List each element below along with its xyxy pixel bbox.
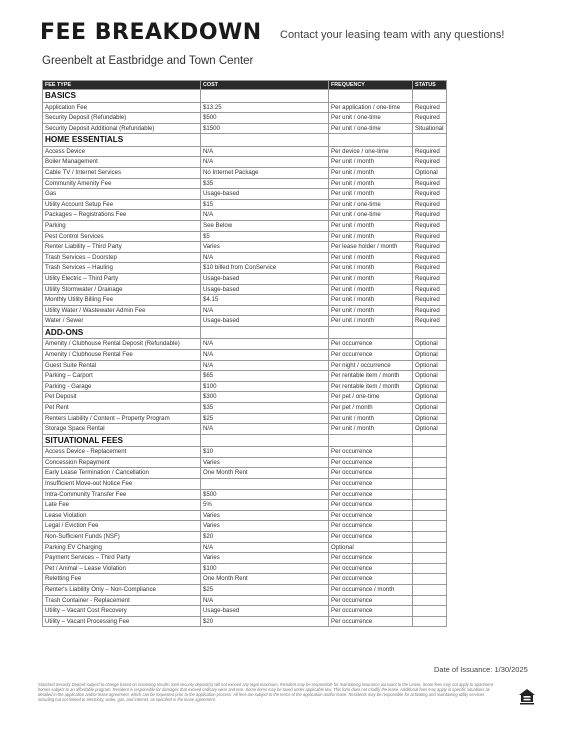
- table-row: [43, 339, 447, 350]
- cost-cell: N/A: [201, 339, 329, 350]
- status-cell: [413, 606, 447, 617]
- section-header-row: [43, 434, 447, 447]
- cost-cell: N/A: [201, 542, 329, 553]
- section-title: ADD-ONS: [43, 326, 201, 339]
- status-cell: [413, 447, 447, 458]
- cost-cell: N/A: [201, 157, 329, 168]
- frequency-cell: Per unit / month: [329, 284, 413, 295]
- cost-cell: N/A: [201, 146, 329, 157]
- status-cell: [413, 542, 447, 553]
- cost-cell: Usage-based: [201, 273, 329, 284]
- fee-type-cell: Renter's Liability Only – Non-Compliance: [43, 584, 201, 595]
- status-cell: Required: [413, 220, 447, 231]
- frequency-cell: Per unit / month: [329, 189, 413, 200]
- page-header: [40, 20, 540, 50]
- frequency-cell: Per occurrence: [329, 339, 413, 350]
- section-empty-cell: [329, 90, 413, 103]
- table-row: [43, 584, 447, 595]
- fee-type-cell: Utility Water / Wastewater Admin Fee: [43, 305, 201, 316]
- table-row: [43, 371, 447, 382]
- frequency-cell: Per occurrence: [329, 479, 413, 490]
- fee-type-cell: Legal / Eviction Fee: [43, 521, 201, 532]
- section-header-row: [43, 326, 447, 339]
- cost-cell: 5%: [201, 500, 329, 511]
- cost-cell: Usage-based: [201, 189, 329, 200]
- status-cell: Required: [413, 231, 447, 242]
- cost-cell: Varies: [201, 457, 329, 468]
- fee-type-cell: Parking EV Charging: [43, 542, 201, 553]
- status-cell: Required: [413, 113, 447, 124]
- status-cell: [413, 468, 447, 479]
- frequency-cell: Optional: [329, 542, 413, 553]
- table-row: [43, 146, 447, 157]
- section-empty-cell: [329, 134, 413, 147]
- table-row: [43, 616, 447, 627]
- fee-type-cell: Security Deposit Additional (Refundable): [43, 123, 201, 134]
- frequency-cell: Per occurrence: [329, 468, 413, 479]
- fee-type-cell: Access Device - Replacement: [43, 447, 201, 458]
- cost-cell: $65: [201, 371, 329, 382]
- table-row: [43, 392, 447, 403]
- cost-cell: Varies: [201, 242, 329, 253]
- fee-type-cell: Water / Sewer: [43, 316, 201, 327]
- cost-cell: $20: [201, 531, 329, 542]
- status-cell: Required: [413, 263, 447, 274]
- cost-cell: N/A: [201, 252, 329, 263]
- table-row: [43, 157, 447, 168]
- status-cell: Required: [413, 189, 447, 200]
- frequency-cell: Per unit / one-time: [329, 113, 413, 124]
- frequency-cell: Per unit / month: [329, 252, 413, 263]
- frequency-cell: Per occurrence: [329, 510, 413, 521]
- cost-cell: Varies: [201, 521, 329, 532]
- section-empty-cell: [201, 434, 329, 447]
- table-row: [43, 199, 447, 210]
- table-row: [43, 102, 447, 113]
- cost-cell: Varies: [201, 553, 329, 564]
- section-title: BASICS: [43, 90, 201, 103]
- frequency-cell: Per occurrence: [329, 457, 413, 468]
- frequency-cell: Per device / one-time: [329, 146, 413, 157]
- frequency-cell: Per unit / month: [329, 305, 413, 316]
- fee-type-cell: Utility Electric – Third Party: [43, 273, 201, 284]
- fee-type-cell: Pet Rent: [43, 402, 201, 413]
- fee-type-cell: Community Amenity Fee: [43, 178, 201, 189]
- frequency-cell: Per unit / month: [329, 220, 413, 231]
- table-row: [43, 284, 447, 295]
- section-empty-cell: [413, 134, 447, 147]
- status-cell: [413, 531, 447, 542]
- table-row: [43, 349, 447, 360]
- cost-cell: N/A: [201, 349, 329, 360]
- contact-note: Contact your leasing team with any questions!: [280, 29, 505, 41]
- cost-cell: $35: [201, 402, 329, 413]
- fee-type-cell: Trash Services – Doorstep: [43, 252, 201, 263]
- section-title: HOME ESSENTIALS: [43, 134, 201, 147]
- fee-type-cell: Trash Container - Replacement: [43, 595, 201, 606]
- frequency-cell: Per pet / month: [329, 402, 413, 413]
- status-cell: Optional: [413, 360, 447, 371]
- cost-cell: $13.25: [201, 102, 329, 113]
- status-cell: Required: [413, 102, 447, 113]
- status-cell: [413, 489, 447, 500]
- frequency-cell: Per unit / month: [329, 263, 413, 274]
- status-cell: [413, 595, 447, 606]
- status-cell: Optional: [413, 424, 447, 435]
- cost-cell: $1500: [201, 123, 329, 134]
- fee-type-cell: Payment Services – Third Party: [43, 553, 201, 564]
- status-cell: Optional: [413, 349, 447, 360]
- fee-type-cell: Cable TV / Internet Services: [43, 167, 201, 178]
- status-cell: Required: [413, 305, 447, 316]
- table-row: [43, 468, 447, 479]
- table-row: [43, 402, 447, 413]
- table-row: [43, 424, 447, 435]
- status-cell: [413, 584, 447, 595]
- status-cell: Optional: [413, 167, 447, 178]
- fee-type-cell: Pet Deposit: [43, 392, 201, 403]
- table-row: [43, 413, 447, 424]
- status-cell: Optional: [413, 371, 447, 382]
- cost-cell: $100: [201, 563, 329, 574]
- status-cell: Required: [413, 178, 447, 189]
- fee-type-cell: Early Lease Termination / Cancellation: [43, 468, 201, 479]
- fee-type-cell: Access Device: [43, 146, 201, 157]
- frequency-cell: Per unit / month: [329, 424, 413, 435]
- status-cell: [413, 500, 447, 511]
- cost-cell: $25: [201, 584, 329, 595]
- disclaimer-text: Standard Security Deposit subject to change based on screening results; total security deposit(s) will not exceed any legal maximum. Resident may be responsible for maintaining insurance pursuant to the Lease. Some fees may not apply to apartment homes subject to an affordable program. Resident is responsible for damages that exceed ordinary wear and tear. Some items may be taxed under applicable law. This form does not modify the lease. Additional fees may apply in specific situations as detailed in the application and/or lease agreement, which can be requested prior to the application process. All fees are subject to the terms of the application and/or lease. Residents may be responsible for activating and maintaining utility services including but not limited to electricity, water, gas, and internet, as specified in the lease agreement.: [38, 682, 493, 702]
- fee-type-cell: Pet / Animal – Lease Violation: [43, 563, 201, 574]
- table-row: [43, 123, 447, 134]
- fee-type-cell: Renters Liability / Content – Property Program: [43, 413, 201, 424]
- property-name: Greenbelt at Eastbridge and Town Center: [42, 55, 254, 67]
- frequency-cell: Per occurrence: [329, 616, 413, 627]
- status-cell: Required: [413, 316, 447, 327]
- status-cell: Optional: [413, 392, 447, 403]
- frequency-cell: Per rentable item / month: [329, 371, 413, 382]
- frequency-cell: Per unit / one-time: [329, 123, 413, 134]
- frequency-cell: Per unit / month: [329, 295, 413, 306]
- frequency-cell: Per unit / one-time: [329, 210, 413, 221]
- cost-cell: $500: [201, 489, 329, 500]
- cost-cell: $100: [201, 381, 329, 392]
- cost-cell: One Month Rent: [201, 468, 329, 479]
- issuance-date: Date of Issuance: 1/30/2025: [434, 665, 528, 674]
- fee-type-cell: Non-Sufficient Funds (NSF): [43, 531, 201, 542]
- table-row: [43, 479, 447, 490]
- fee-type-cell: Reletting Fee: [43, 574, 201, 585]
- column-header-frequency: FREQUENCY: [329, 81, 413, 90]
- fee-type-cell: Late Fee: [43, 500, 201, 511]
- table-row: [43, 489, 447, 500]
- equal-housing-opportunity-icon: [518, 688, 536, 706]
- status-cell: Required: [413, 273, 447, 284]
- cost-cell: $5: [201, 231, 329, 242]
- table-row: [43, 542, 447, 553]
- status-cell: [413, 563, 447, 574]
- section-empty-cell: [201, 90, 329, 103]
- table-row: [43, 521, 447, 532]
- status-cell: Required: [413, 295, 447, 306]
- fee-type-cell: Amenity / Clubhouse Rental Fee: [43, 349, 201, 360]
- frequency-cell: Per application / one-time: [329, 102, 413, 113]
- table-row: [43, 531, 447, 542]
- table-row: [43, 273, 447, 284]
- section-empty-cell: [413, 326, 447, 339]
- fee-type-cell: Gas: [43, 189, 201, 200]
- table-row: [43, 563, 447, 574]
- fee-type-cell: Utility – Vacant Processing Fee: [43, 616, 201, 627]
- frequency-cell: Per occurrence: [329, 574, 413, 585]
- table-row: [43, 553, 447, 564]
- frequency-cell: Per occurrence: [329, 553, 413, 564]
- cost-cell: $300: [201, 392, 329, 403]
- frequency-cell: Per unit / month: [329, 316, 413, 327]
- column-header-cost: COST: [201, 81, 329, 90]
- section-header-row: [43, 90, 447, 103]
- table-row: [43, 447, 447, 458]
- fee-type-cell: Security Deposit (Refundable): [43, 113, 201, 124]
- fee-type-cell: Boiler Management: [43, 157, 201, 168]
- frequency-cell: Per unit / one-time: [329, 199, 413, 210]
- table-row: [43, 510, 447, 521]
- status-cell: Required: [413, 252, 447, 263]
- fee-type-cell: Intra-Community Transfer Fee: [43, 489, 201, 500]
- status-cell: Required: [413, 210, 447, 221]
- table-row: [43, 178, 447, 189]
- status-cell: [413, 616, 447, 627]
- frequency-cell: Per occurrence: [329, 447, 413, 458]
- frequency-cell: Per unit / month: [329, 167, 413, 178]
- fee-type-cell: Guest Suite Rental: [43, 360, 201, 371]
- cost-cell: One Month Rent: [201, 574, 329, 585]
- fee-type-cell: Parking – Carport: [43, 371, 201, 382]
- cost-cell: See Below: [201, 220, 329, 231]
- fee-type-cell: Trash Services – Hauling: [43, 263, 201, 274]
- fee-type-cell: Storage Space Rental: [43, 424, 201, 435]
- table-row: [43, 574, 447, 585]
- fee-type-cell: Amenity / Clubhouse Rental Deposit (Refundable): [43, 339, 201, 350]
- table-row: [43, 305, 447, 316]
- fee-type-cell: Utility Account Setup Fee: [43, 199, 201, 210]
- frequency-cell: Per occurrence: [329, 595, 413, 606]
- fee-table-body: [43, 90, 447, 627]
- cost-cell: [201, 479, 329, 490]
- page-title: FEE BREAKDOWN: [40, 20, 262, 45]
- column-header-fee-type: FEE TYPE: [43, 81, 201, 90]
- frequency-cell: Per occurrence: [329, 531, 413, 542]
- fee-type-cell: Concession Repayment: [43, 457, 201, 468]
- frequency-cell: Per unit / month: [329, 273, 413, 284]
- status-cell: Required: [413, 157, 447, 168]
- section-empty-cell: [413, 434, 447, 447]
- cost-cell: Varies: [201, 510, 329, 521]
- fee-type-cell: Packages – Registrations Fee: [43, 210, 201, 221]
- table-row: [43, 595, 447, 606]
- fee-type-cell: Utility Stormwater / Drainage: [43, 284, 201, 295]
- status-cell: Optional: [413, 402, 447, 413]
- section-title: SITUATIONAL FEES: [43, 434, 201, 447]
- table-row: [43, 189, 447, 200]
- table-row: [43, 113, 447, 124]
- fee-type-cell: Insufficient Move-out Notice Fee: [43, 479, 201, 490]
- table-row: [43, 295, 447, 306]
- cost-cell: N/A: [201, 210, 329, 221]
- table-row: [43, 220, 447, 231]
- frequency-cell: Per unit / month: [329, 157, 413, 168]
- table-row: [43, 500, 447, 511]
- cost-cell: $35: [201, 178, 329, 189]
- fee-type-cell: Parking - Garage: [43, 381, 201, 392]
- cost-cell: N/A: [201, 305, 329, 316]
- frequency-cell: Per occurrence: [329, 500, 413, 511]
- cost-cell: Usage-based: [201, 606, 329, 617]
- frequency-cell: Per unit / month: [329, 178, 413, 189]
- status-cell: Required: [413, 242, 447, 253]
- cost-cell: $10 billed from ConService: [201, 263, 329, 274]
- status-cell: Optional: [413, 381, 447, 392]
- table-row: [43, 167, 447, 178]
- fee-table-header: [43, 81, 447, 90]
- fee-type-cell: Monthly Utility Billing Fee: [43, 295, 201, 306]
- status-cell: Optional: [413, 339, 447, 350]
- table-row: [43, 231, 447, 242]
- table-row: [43, 210, 447, 221]
- fee-type-cell: Renter Liability – Third Party: [43, 242, 201, 253]
- column-header-status: STATUS: [413, 81, 447, 90]
- section-empty-cell: [201, 326, 329, 339]
- frequency-cell: Per pet / one-time: [329, 392, 413, 403]
- status-cell: Situational: [413, 123, 447, 134]
- frequency-cell: Per occurrence: [329, 563, 413, 574]
- cost-cell: Usage-based: [201, 316, 329, 327]
- frequency-cell: Per rentable item / month: [329, 381, 413, 392]
- table-row: [43, 242, 447, 253]
- section-empty-cell: [329, 434, 413, 447]
- cost-cell: $15: [201, 199, 329, 210]
- cost-cell: $10: [201, 447, 329, 458]
- fee-type-cell: Utility – Vacant Cost Recovery: [43, 606, 201, 617]
- section-empty-cell: [329, 326, 413, 339]
- table-row: [43, 381, 447, 392]
- status-cell: Required: [413, 284, 447, 295]
- frequency-cell: Per occurrence / month: [329, 584, 413, 595]
- table-row: [43, 360, 447, 371]
- frequency-cell: Per night / occurrence: [329, 360, 413, 371]
- frequency-cell: Per unit / month: [329, 231, 413, 242]
- frequency-cell: Per occurrence: [329, 489, 413, 500]
- frequency-cell: Per unit / month: [329, 413, 413, 424]
- cost-cell: $4.15: [201, 295, 329, 306]
- section-empty-cell: [201, 134, 329, 147]
- table-row: [43, 457, 447, 468]
- cost-cell: $500: [201, 113, 329, 124]
- status-cell: [413, 553, 447, 564]
- section-header-row: [43, 134, 447, 147]
- status-cell: Required: [413, 199, 447, 210]
- fee-type-cell: Application Fee: [43, 102, 201, 113]
- cost-cell: No Internet Package: [201, 167, 329, 178]
- table-row: [43, 606, 447, 617]
- status-cell: [413, 521, 447, 532]
- status-cell: [413, 479, 447, 490]
- status-cell: [413, 457, 447, 468]
- frequency-cell: Per occurrence: [329, 606, 413, 617]
- cost-cell: N/A: [201, 424, 329, 435]
- cost-cell: N/A: [201, 360, 329, 371]
- frequency-cell: Per occurrence: [329, 521, 413, 532]
- table-row: [43, 252, 447, 263]
- cost-cell: $20: [201, 616, 329, 627]
- fee-type-cell: Parking: [43, 220, 201, 231]
- status-cell: Required: [413, 146, 447, 157]
- status-cell: [413, 574, 447, 585]
- cost-cell: $25: [201, 413, 329, 424]
- table-row: [43, 263, 447, 274]
- cost-cell: Usage-based: [201, 284, 329, 295]
- status-cell: Optional: [413, 413, 447, 424]
- frequency-cell: Per occurrence: [329, 349, 413, 360]
- frequency-cell: Per lease holder / month: [329, 242, 413, 253]
- fee-type-cell: Pest Control Services: [43, 231, 201, 242]
- cost-cell: N/A: [201, 595, 329, 606]
- table-row: [43, 316, 447, 327]
- fee-type-cell: Lease Violation: [43, 510, 201, 521]
- section-empty-cell: [413, 90, 447, 103]
- fee-table: [42, 80, 447, 627]
- status-cell: [413, 510, 447, 521]
